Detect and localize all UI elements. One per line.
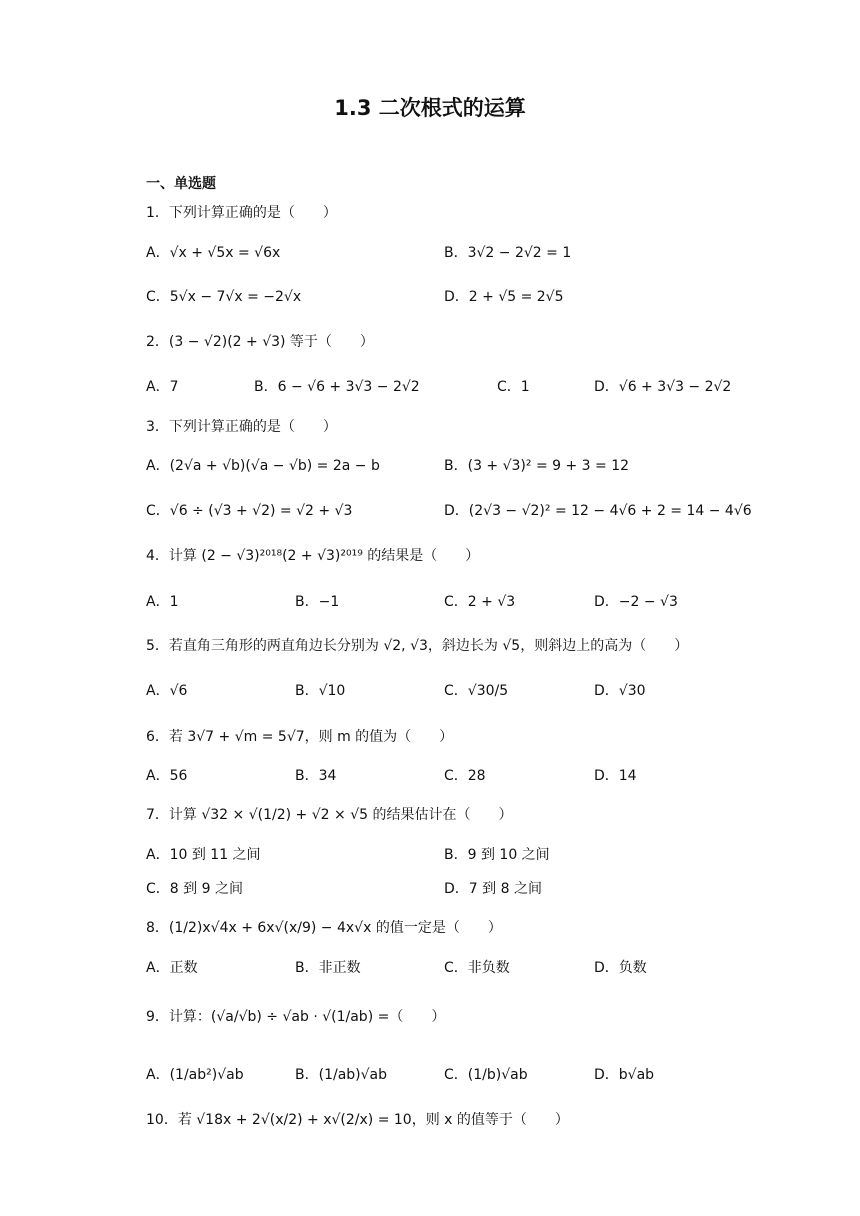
- question-1-option-b: B．3√2 − 2√2 = 1: [444, 245, 572, 261]
- question-9-option-d: D．b√ab: [594, 1067, 655, 1083]
- question-8-stem: 8．(1/2)x√4x + 6x√(x/9) − 4x√x 的值一定是（ ）: [146, 920, 502, 936]
- question-8-option-d: D．负数: [594, 960, 647, 976]
- question-7-option-b: B．9 到 10 之间: [444, 847, 550, 863]
- question-4-option-a: A．1: [146, 594, 179, 610]
- question-7-option-c: C．8 到 9 之间: [146, 881, 243, 897]
- question-2-option-a: A．7: [146, 379, 179, 395]
- question-10-stem: 10．若 √18x + 2√(x/2) + x√(2/x) = 10，则 x 的值等于（ ）: [146, 1112, 569, 1128]
- question-7-option-d: D．7 到 8 之间: [444, 881, 542, 897]
- question-3-option-b: B．(3 + √3)² = 9 + 3 = 12: [444, 458, 630, 474]
- question-9-option-c: C．(1/b)√ab: [444, 1067, 528, 1083]
- question-4-option-c: C．2 + √3: [444, 594, 516, 610]
- question-5-option-c: C．√30/5: [444, 683, 509, 699]
- question-8-option-b: B．非正数: [295, 960, 361, 976]
- question-4-stem: 4．计算 (2 − √3)²⁰¹⁸(2 + √3)²⁰¹⁹ 的结果是（ ）: [146, 548, 480, 564]
- question-4-option-d: D．−2 − √3: [594, 594, 678, 610]
- question-5-option-d: D．√30: [594, 683, 646, 699]
- question-8-option-c: C．非负数: [444, 960, 510, 976]
- question-6-option-b: B．34: [295, 768, 337, 784]
- question-9-option-a: A．(1/ab²)√ab: [146, 1067, 244, 1083]
- question-3-stem: 3．下列计算正确的是（ ）: [146, 419, 337, 435]
- question-1-option-c: C．5√x − 7√x = −2√x: [146, 289, 302, 305]
- question-9-stem: 9．计算：(√a/√b) ÷ √ab · √(1/ab) =（ ）: [146, 1009, 446, 1025]
- question-5-option-b: B．√10: [295, 683, 346, 699]
- question-2-stem: 2．(3 − √2)(2 + √3) 等于（ ）: [146, 334, 374, 350]
- question-6-stem: 6．若 3√7 + √m = 5√7，则 m 的值为（ ）: [146, 729, 454, 745]
- question-1-option-d: D．2 + √5 = 2√5: [444, 289, 564, 305]
- section-heading: 一、单选题: [146, 176, 216, 192]
- question-9-option-b: B．(1/ab)√ab: [295, 1067, 388, 1083]
- question-6-option-d: D．14: [594, 768, 637, 784]
- question-3-option-c: C．√6 ÷ (√3 + √2) = √2 + √3: [146, 503, 353, 519]
- question-2-option-c: C．1: [497, 379, 530, 395]
- question-5-option-a: A．√6: [146, 683, 188, 699]
- question-1-stem: 1．下列计算正确的是（ ）: [146, 205, 337, 221]
- page-title: 1.3 二次根式的运算: [334, 96, 526, 120]
- question-2-option-d: D．√6 + 3√3 − 2√2: [594, 379, 732, 395]
- question-3-option-a: A．(2√a + √b)(√a − √b) = 2a − b: [146, 458, 380, 474]
- question-5-stem: 5．若直角三角形的两直角边长分别为 √2, √3，斜边长为 √5，则斜边上的高为（ ）: [146, 638, 689, 654]
- question-8-option-a: A．正数: [146, 960, 198, 976]
- question-3-option-d: D．(2√3 − √2)² = 12 − 4√6 + 2 = 14 − 4√6: [444, 503, 752, 519]
- question-1-option-a: A．√x + √5x = √6x: [146, 245, 281, 261]
- question-4-option-b: B．−1: [295, 594, 340, 610]
- question-6-option-c: C．28: [444, 768, 486, 784]
- question-2-option-b: B．6 − √6 + 3√3 − 2√2: [254, 379, 420, 395]
- question-6-option-a: A．56: [146, 768, 188, 784]
- question-7-stem: 7．计算 √32 × √(1/2) + √2 × √5 的结果估计在（ ）: [146, 807, 513, 823]
- question-7-option-a: A．10 到 11 之间: [146, 847, 261, 863]
